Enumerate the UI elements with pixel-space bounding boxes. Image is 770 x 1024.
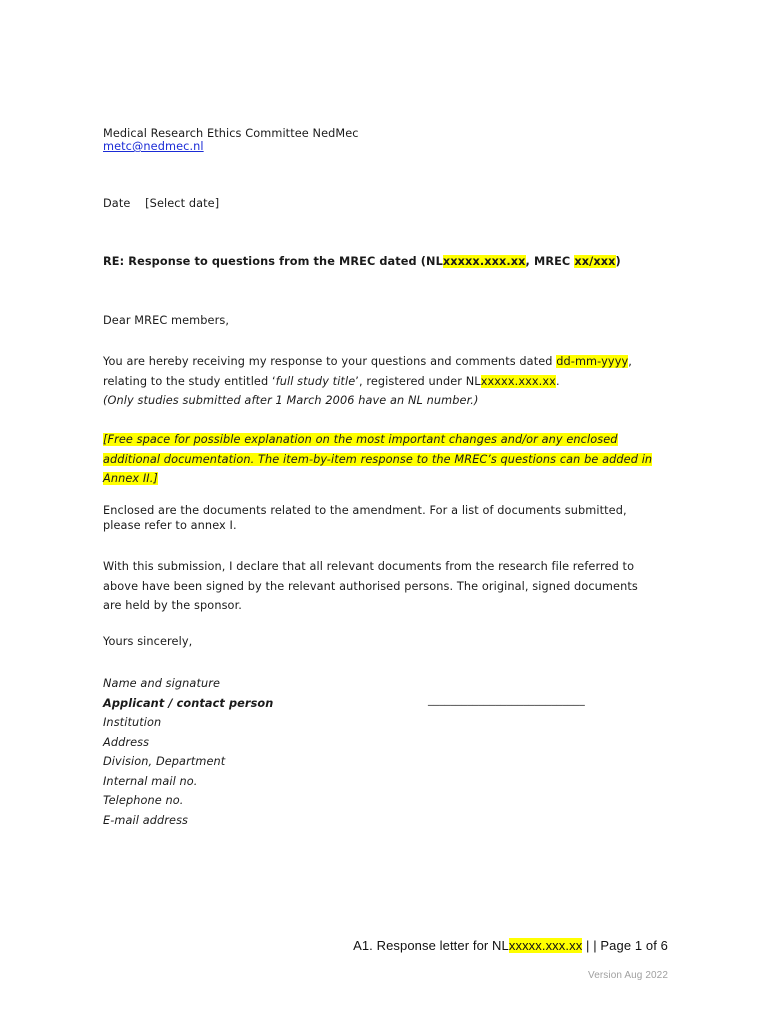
enclosed-line-2: please refer to annex I. (103, 519, 237, 532)
para1-text-3: ’, registered under NL (355, 374, 481, 388)
footer-nl-number: xxxxx.xxx.xx (508, 938, 583, 953)
enclosed-line-1: Enclosed are the documents related to the amendment. For a list of documents submitted, (103, 504, 627, 517)
footer-prefix: A1. Response letter for NL (353, 938, 509, 953)
declaration-line-3: are held by the sponsor. (103, 599, 242, 612)
email-label: E-mail address (103, 813, 189, 827)
study-title-placeholder: full study title (275, 374, 356, 388)
date-label: Date (103, 197, 131, 210)
free-space-line-3: Annex II.] (103, 472, 158, 485)
address-label: Address (103, 735, 150, 749)
subject-middle: , MREC (525, 255, 575, 268)
free-space-line-2: additional documentation. The item-by-item response to the MREC’s questions can be added in (103, 452, 653, 466)
subject-prefix: RE: Response to questions from the MREC dated (NL (103, 255, 443, 268)
subject-mrec-number: xx/xxx (574, 255, 616, 268)
subject-line (103, 255, 621, 268)
date-select-field[interactable]: [Select date] (145, 197, 220, 210)
applicant-label: Applicant / contact person (103, 696, 274, 710)
nl-number-note: (Only studies submitted after 1 March 2006 have an NL number.) (103, 394, 479, 407)
committee-email-link[interactable]: metc@nedmec.nl (103, 140, 204, 153)
free-space-line-1: [Free space for possible explanation on the most important changes and/or any enclosed (103, 433, 618, 446)
declaration-line-1: With this submission, I declare that all relevant documents from the research file referred to (103, 560, 635, 573)
closing: Yours sincerely, (103, 635, 193, 648)
footer-page-number: | | Page 1 of 6 (582, 938, 668, 953)
telephone-label: Telephone no. (103, 794, 184, 807)
para1-text-2: relating to the study entitled ‘ (103, 374, 276, 388)
subject-nl-number: xxxxx.xxx.xx (442, 255, 526, 268)
free-space-paragraph (103, 430, 673, 489)
para1-text: You are hereby receiving my response to your questions and comments dated (103, 355, 557, 368)
name-signature-label: Name and signature (103, 677, 221, 690)
footer-page-info (353, 938, 668, 953)
para1-comma: , (628, 355, 632, 368)
internal-mail-label: Internal mail no. (103, 774, 198, 788)
declaration-line-2: above have been signed by the relevant authorised persons. The original, signed documents (103, 579, 638, 593)
para1-nl-number: xxxxx.xxx.xx (480, 374, 556, 388)
salutation: Dear MREC members, (103, 314, 230, 327)
date-row (103, 197, 219, 210)
signature-line: ____________________________ (428, 693, 585, 706)
declaration-paragraph (103, 557, 673, 616)
institution-label: Institution (103, 716, 162, 729)
subject-suffix: ) (615, 255, 621, 268)
footer-version: Version Aug 2022 (588, 970, 668, 981)
committee-name: Medical Research Ethics Committee NedMec (103, 127, 359, 140)
signature-block (103, 674, 673, 830)
para1-period: . (555, 374, 560, 388)
response-paragraph (103, 352, 673, 411)
division-label: Division, Department (103, 755, 226, 768)
enclosed-paragraph (103, 503, 673, 533)
response-date-placeholder: dd-mm-yyyy (556, 355, 629, 368)
